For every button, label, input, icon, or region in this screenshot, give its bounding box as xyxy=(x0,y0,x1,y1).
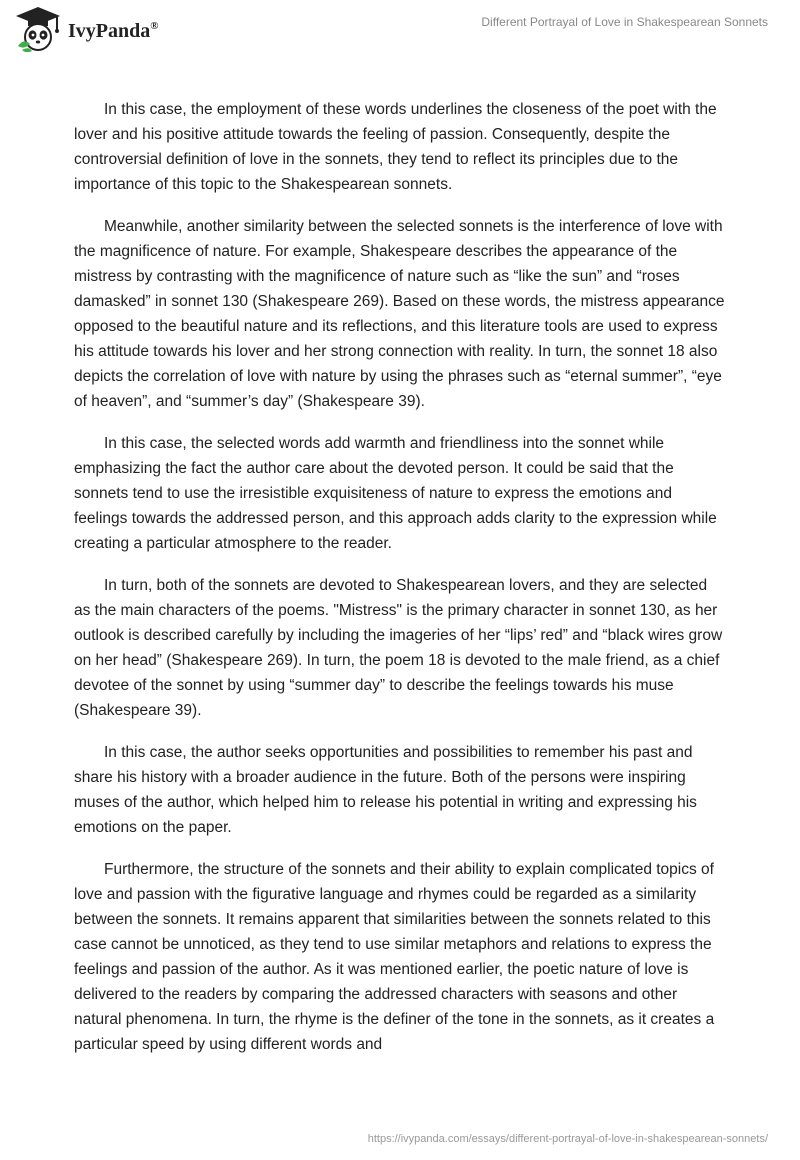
paragraph: Furthermore, the structure of the sonnets and their ability to explain complicated topics of love and passion with the figurative language and rhymes could be regarded as a similarity between the sonnets. It remains apparent that similarities between the sonnets related to this case cannot be unnoticed, as they tend to use similar metaphors and relations to express the feelings and passion of the author. As it was mentioned earlier, the poetic nature of love is delivered to the readers by comparing the addressed characters with seasons and other natural phenomena. In turn, the rhyme is the definer of the tone in the sonnets, as it creates a particular speed by using different words and xyxy=(74,861,715,1053)
brand-name: IvyPanda® xyxy=(68,19,159,42)
paragraph: In this case, the selected words add warmth and friendliness into the sonnet while emphasizing the fact the author care about the devoted person. It could be said that the sonnets tend to use the irresistible exquisiteness of nature to express the emotions and feelings towards the addressed person, and this approach adds clarity to the expression while creating a particular atmosphere to the reader. xyxy=(74,435,717,552)
document-title: Different Portrayal of Love in Shakespearean Sonnets xyxy=(481,15,768,29)
paragraph: In turn, both of the sonnets are devoted to Shakespearean lovers, and they are selected as the main characters of the poems. "Mistress" is the primary character in sonnet 130, as her outlook is described carefully by including the imageries of her “lips’ red” and “black wires grow on her head” (Shakespeare 269). In turn, the poem 18 is devoted to the male friend, as a chief devotee of the sonnet by using “summer day” to describe the feelings towards his muse (Shakespeare 39). xyxy=(74,577,723,719)
essay-body xyxy=(74,97,726,1074)
page-header xyxy=(0,0,800,64)
paragraph: In this case, the employment of these words underlines the closeness of the poet with the lover and his positive attitude towards the feeling of passion. Consequently, despite the controversial definition of love in the sonnets, they tend to reflect its principles due to the importance of this topic to the Shakespearean sonnets. xyxy=(74,101,717,193)
source-url[interactable]: https://ivypanda.com/essays/different-portrayal-of-love-in-shakespearean-sonnets/ xyxy=(367,1133,768,1145)
panda-graduation-cap-icon xyxy=(14,6,62,52)
logo[interactable] xyxy=(14,6,158,52)
paragraph: In this case, the author seeks opportunities and possibilities to remember his past and share his history with a broader audience in the future. Both of the persons were inspiring muses of the author, which helped him to release his potential in writing and expressing his emotions on the paper. xyxy=(74,744,697,836)
paragraph: Meanwhile, another similarity between the selected sonnets is the interference of love with the magnificence of nature. For example, Shakespeare describes the appearance of the mistress by contrasting with the magnificence of nature such as “like the sun” and “roses damasked” in sonnet 130 (Shakespeare 269). Based on these words, the mistress appearance opposed to the beautiful nature and its reflections, and this literature tools are used to express his attitude towards his lover and her strong connection with reality. In turn, the sonnet 18 also depicts the correlation of love with nature by using the phrases such as “eternal summer”, “eye of heaven”, and “summer’s day” (Shakespeare 39). xyxy=(74,218,725,410)
